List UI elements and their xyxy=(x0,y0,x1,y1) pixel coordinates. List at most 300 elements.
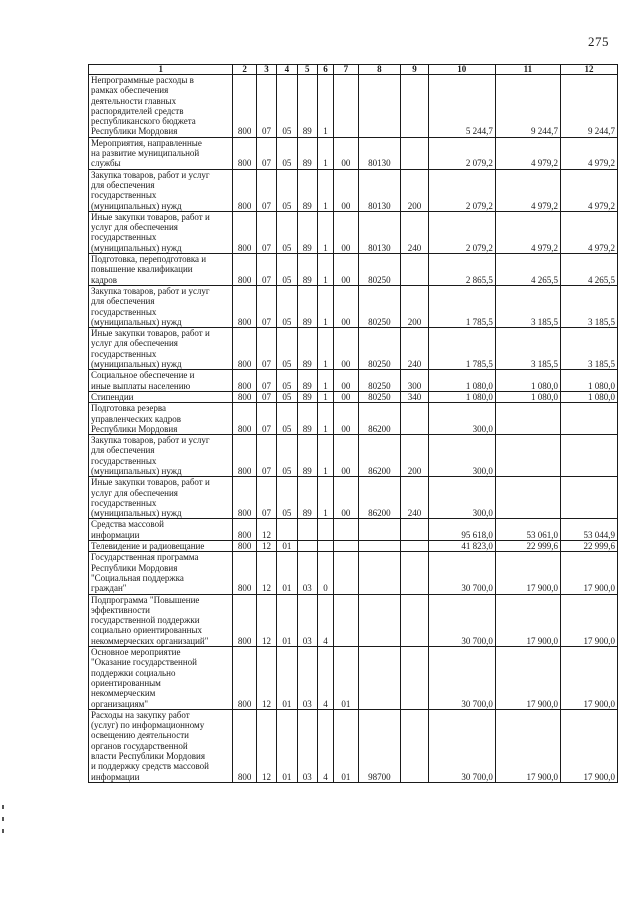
cell-col-6: 4 xyxy=(317,709,333,782)
row-name-line: (муниципальных) нужд xyxy=(91,465,182,476)
budget-table xyxy=(88,64,618,783)
cell-col-3: 07 xyxy=(256,211,276,253)
cell-col-3: 07 xyxy=(256,403,276,435)
row-name-line: услуг для обеспечения xyxy=(91,338,178,349)
cell-col-7: 00 xyxy=(334,169,358,211)
row-name-line: иные выплаты населению xyxy=(91,380,191,391)
cell-col-6: 0 xyxy=(317,552,333,594)
cell-col-8: 98700 xyxy=(358,709,401,782)
row-name-line: Подпрограмма "Повышение xyxy=(91,594,200,605)
row-name-line: государственной поддержки xyxy=(91,615,200,626)
cell-col-8: 80130 xyxy=(358,211,401,253)
cell-col-3: 07 xyxy=(256,137,276,169)
cell-col-12: 17 900,0 xyxy=(560,552,617,594)
table-row xyxy=(89,552,618,594)
cell-col-7 xyxy=(334,541,358,552)
cell-col-7: 00 xyxy=(334,254,358,286)
cell-col-10: 30 700,0 xyxy=(428,647,495,710)
row-name-line: информации xyxy=(91,771,140,782)
row-name-cell xyxy=(89,403,233,435)
cell-col-9 xyxy=(401,552,428,594)
cell-col-10: 300,0 xyxy=(428,435,495,477)
cell-col-3: 12 xyxy=(256,647,276,710)
column-header-8: 8 xyxy=(358,65,401,75)
cell-col-11: 3 185,5 xyxy=(495,328,560,370)
row-name-line: "Оказание государственной xyxy=(91,657,197,668)
cell-col-9: 300 xyxy=(401,370,428,392)
cell-col-5: 03 xyxy=(297,647,317,710)
cell-col-9: 240 xyxy=(401,211,428,253)
row-name-line: поддержки социально xyxy=(91,667,176,678)
cell-col-9: 340 xyxy=(401,391,428,402)
cell-col-2: 800 xyxy=(233,435,256,477)
row-name-line: Закупка товаров, работ и услуг xyxy=(91,285,210,296)
cell-col-4: 05 xyxy=(277,285,297,327)
row-name-line: Республики Мордовия xyxy=(91,423,178,434)
column-header-11: 11 xyxy=(495,65,560,75)
row-name-cell xyxy=(89,552,233,594)
cell-col-8: 80130 xyxy=(358,137,401,169)
margin-mark xyxy=(2,829,4,833)
column-header-9: 9 xyxy=(401,65,428,75)
table-row xyxy=(89,391,618,402)
row-name-line: распорядителей средств xyxy=(91,105,184,116)
row-name-line: государственных xyxy=(91,497,157,508)
cell-col-9: 240 xyxy=(401,328,428,370)
row-name-line: эффективности xyxy=(91,604,150,615)
cell-col-3: 12 xyxy=(256,709,276,782)
row-name-line: информации xyxy=(91,529,140,540)
cell-col-8 xyxy=(358,541,401,552)
cell-col-2: 800 xyxy=(233,552,256,594)
row-name-cell xyxy=(89,328,233,370)
row-name-line: услуг для обеспечения xyxy=(91,487,178,498)
row-name-line: Иные закупки товаров, работ и xyxy=(91,211,210,222)
table-row xyxy=(89,75,618,138)
cell-col-6: 4 xyxy=(317,594,333,646)
cell-col-8 xyxy=(358,552,401,594)
cell-col-4: 05 xyxy=(277,370,297,392)
table-row xyxy=(89,169,618,211)
cell-col-5: 89 xyxy=(297,403,317,435)
cell-col-8: 80250 xyxy=(358,328,401,370)
cell-col-9 xyxy=(401,594,428,646)
cell-col-3: 07 xyxy=(256,328,276,370)
cell-col-3: 12 xyxy=(256,541,276,552)
cell-col-9 xyxy=(401,254,428,286)
cell-col-9 xyxy=(401,541,428,552)
cell-col-8: 86200 xyxy=(358,477,401,519)
cell-col-8: 80250 xyxy=(358,391,401,402)
cell-col-9: 200 xyxy=(401,285,428,327)
cell-col-10: 300,0 xyxy=(428,477,495,519)
row-name-line: (муниципальных) нужд xyxy=(91,508,182,519)
cell-col-3: 07 xyxy=(256,169,276,211)
column-header-1: 1 xyxy=(89,65,233,75)
cell-col-4: 05 xyxy=(277,75,297,138)
cell-col-12: 3 185,5 xyxy=(560,328,617,370)
cell-col-3: 12 xyxy=(256,594,276,646)
cell-col-6: 1 xyxy=(317,137,333,169)
cell-col-7 xyxy=(334,594,358,646)
cell-col-7: 01 xyxy=(334,709,358,782)
cell-col-7 xyxy=(334,552,358,594)
column-header-4: 4 xyxy=(277,65,297,75)
table-row xyxy=(89,594,618,646)
cell-col-11 xyxy=(495,403,560,435)
row-name-line: для обеспечения xyxy=(91,296,155,307)
row-name-line: Республики Мордовия xyxy=(91,562,178,573)
cell-col-9: 240 xyxy=(401,477,428,519)
cell-col-8: 86200 xyxy=(358,435,401,477)
cell-col-6: 1 xyxy=(317,328,333,370)
column-header-12: 12 xyxy=(560,65,617,75)
cell-col-3: 07 xyxy=(256,391,276,402)
cell-col-4: 05 xyxy=(277,391,297,402)
cell-col-11: 4 979,2 xyxy=(495,169,560,211)
row-name-line: граждан" xyxy=(91,583,127,594)
table-row xyxy=(89,254,618,286)
row-name-line: и поддержку средств массовой xyxy=(91,761,209,772)
row-name-line: службы xyxy=(91,158,121,169)
cell-col-5: 89 xyxy=(297,285,317,327)
cell-col-8 xyxy=(358,75,401,138)
row-name-line: кадров xyxy=(91,274,118,285)
row-name-cell xyxy=(89,435,233,477)
cell-col-11: 1 080,0 xyxy=(495,370,560,392)
table-row xyxy=(89,435,618,477)
cell-col-2: 800 xyxy=(233,285,256,327)
row-name-cell xyxy=(89,137,233,169)
row-name-line: некоммерческим xyxy=(91,688,156,699)
row-name-cell xyxy=(89,254,233,286)
cell-col-9 xyxy=(401,75,428,138)
cell-col-2: 800 xyxy=(233,328,256,370)
cell-col-11: 22 999,6 xyxy=(495,541,560,552)
row-name-line: государственных xyxy=(91,190,157,201)
cell-col-12: 17 900,0 xyxy=(560,647,617,710)
table-row xyxy=(89,403,618,435)
cell-col-8: 80250 xyxy=(358,285,401,327)
cell-col-4: 05 xyxy=(277,403,297,435)
row-name-cell xyxy=(89,391,233,402)
cell-col-5: 89 xyxy=(297,477,317,519)
cell-col-10: 2 079,2 xyxy=(428,169,495,211)
cell-col-2: 800 xyxy=(233,211,256,253)
cell-col-9 xyxy=(401,647,428,710)
row-name-line: для обеспечения xyxy=(91,445,155,456)
cell-col-11: 1 080,0 xyxy=(495,391,560,402)
row-name-line: Закупка товаров, работ и услуг xyxy=(91,169,210,180)
row-name-line: (муниципальных) нужд xyxy=(91,359,182,370)
cell-col-10: 2 079,2 xyxy=(428,211,495,253)
cell-col-10: 30 700,0 xyxy=(428,594,495,646)
cell-col-10: 30 700,0 xyxy=(428,552,495,594)
cell-col-9: 200 xyxy=(401,169,428,211)
cell-col-4: 01 xyxy=(277,541,297,552)
cell-col-2: 800 xyxy=(233,370,256,392)
cell-col-11: 4 265,5 xyxy=(495,254,560,286)
cell-col-2: 800 xyxy=(233,75,256,138)
cell-col-11 xyxy=(495,477,560,519)
row-name-cell xyxy=(89,75,233,138)
cell-col-5: 89 xyxy=(297,254,317,286)
row-name-line: Подготовка, переподготовка и xyxy=(91,254,207,265)
cell-col-2: 800 xyxy=(233,169,256,211)
cell-col-11: 9 244,7 xyxy=(495,75,560,138)
cell-col-4: 05 xyxy=(277,211,297,253)
row-name-line: некоммерческих организаций" xyxy=(91,635,209,646)
column-header-2: 2 xyxy=(233,65,256,75)
row-name-line: Телевидение и радиовещание xyxy=(91,541,205,552)
cell-col-10: 2 865,5 xyxy=(428,254,495,286)
cell-col-6: 1 xyxy=(317,254,333,286)
cell-col-12: 17 900,0 xyxy=(560,594,617,646)
row-name-cell xyxy=(89,370,233,392)
row-name-line: Государственная программа xyxy=(91,552,199,563)
cell-col-3: 07 xyxy=(256,477,276,519)
column-header-6: 6 xyxy=(317,65,333,75)
table-row xyxy=(89,285,618,327)
cell-col-10: 1 785,5 xyxy=(428,328,495,370)
column-header-10: 10 xyxy=(428,65,495,75)
cell-col-11: 4 979,2 xyxy=(495,137,560,169)
cell-col-10: 5 244,7 xyxy=(428,75,495,138)
row-name-line: власти Республики Мордовия xyxy=(91,751,205,761)
column-header-5: 5 xyxy=(297,65,317,75)
cell-col-8 xyxy=(358,594,401,646)
cell-col-6: 1 xyxy=(317,370,333,392)
cell-col-9: 200 xyxy=(401,435,428,477)
cell-col-8 xyxy=(358,519,401,541)
row-name-line: "Социальная поддержка xyxy=(91,572,184,583)
table-row xyxy=(89,477,618,519)
column-header-3: 3 xyxy=(256,65,276,75)
cell-col-9 xyxy=(401,519,428,541)
row-name-cell xyxy=(89,169,233,211)
row-name-line: повышение квалификации xyxy=(91,264,193,275)
cell-col-10: 41 823,0 xyxy=(428,541,495,552)
cell-col-2: 800 xyxy=(233,477,256,519)
cell-col-7: 00 xyxy=(334,285,358,327)
cell-col-10: 1 080,0 xyxy=(428,391,495,402)
cell-col-4: 01 xyxy=(277,552,297,594)
cell-col-7: 00 xyxy=(334,370,358,392)
cell-col-3: 07 xyxy=(256,435,276,477)
row-name-line: Социальное обеспечение и xyxy=(91,370,195,381)
row-name-line: ориентированным xyxy=(91,677,161,688)
cell-col-5: 03 xyxy=(297,552,317,594)
page-number: 275 xyxy=(588,34,609,49)
table-row xyxy=(89,328,618,370)
cell-col-7: 00 xyxy=(334,403,358,435)
row-name-line: Непрограммные расходы в xyxy=(91,75,194,85)
cell-col-2: 800 xyxy=(233,519,256,541)
row-name-line: организациям" xyxy=(91,698,149,709)
cell-col-3: 07 xyxy=(256,370,276,392)
cell-col-2: 800 xyxy=(233,137,256,169)
row-name-line: (муниципальных) нужд xyxy=(91,316,182,327)
table-row xyxy=(89,370,618,392)
cell-col-4: 05 xyxy=(277,169,297,211)
row-name-line: государственных xyxy=(91,455,157,466)
cell-col-12: 22 999,6 xyxy=(560,541,617,552)
cell-col-12 xyxy=(560,403,617,435)
cell-col-10: 300,0 xyxy=(428,403,495,435)
cell-col-3: 12 xyxy=(256,519,276,541)
cell-col-3: 07 xyxy=(256,285,276,327)
row-name-line: (муниципальных) нужд xyxy=(91,200,182,211)
cell-col-7 xyxy=(334,519,358,541)
cell-col-12: 4 979,2 xyxy=(560,211,617,253)
cell-col-4: 05 xyxy=(277,137,297,169)
cell-col-7: 00 xyxy=(334,328,358,370)
cell-col-2: 800 xyxy=(233,254,256,286)
margin-mark xyxy=(2,817,4,821)
row-name-line: освещению деятельности xyxy=(91,730,189,741)
cell-col-2: 800 xyxy=(233,541,256,552)
cell-col-5: 89 xyxy=(297,75,317,138)
row-name-line: Иные закупки товаров, работ и xyxy=(91,328,210,339)
cell-col-5: 89 xyxy=(297,169,317,211)
table-row xyxy=(89,211,618,253)
cell-col-6: 1 xyxy=(317,75,333,138)
cell-col-10: 1 785,5 xyxy=(428,285,495,327)
cell-col-7: 00 xyxy=(334,211,358,253)
cell-col-6 xyxy=(317,519,333,541)
cell-col-12: 4 979,2 xyxy=(560,169,617,211)
cell-col-6: 1 xyxy=(317,477,333,519)
cell-col-12: 1 080,0 xyxy=(560,370,617,392)
row-name-line: на развитие муниципальной xyxy=(91,148,200,159)
row-name-line: услуг для обеспечения xyxy=(91,222,178,233)
row-name-cell xyxy=(89,647,233,710)
row-name-line: Республики Мордовия xyxy=(91,126,178,137)
cell-col-3: 07 xyxy=(256,254,276,286)
cell-col-2: 800 xyxy=(233,647,256,710)
cell-col-5: 89 xyxy=(297,391,317,402)
cell-col-2: 800 xyxy=(233,403,256,435)
row-name-cell xyxy=(89,519,233,541)
cell-col-9 xyxy=(401,709,428,782)
cell-col-12: 4 265,5 xyxy=(560,254,617,286)
row-name-cell xyxy=(89,477,233,519)
row-name-cell xyxy=(89,285,233,327)
cell-col-7: 00 xyxy=(334,477,358,519)
cell-col-2: 800 xyxy=(233,391,256,402)
cell-col-5: 89 xyxy=(297,435,317,477)
cell-col-12: 53 044,9 xyxy=(560,519,617,541)
row-name-cell xyxy=(89,594,233,646)
cell-col-11 xyxy=(495,435,560,477)
row-name-line: Средства массовой xyxy=(91,519,164,530)
cell-col-9 xyxy=(401,403,428,435)
row-name-line: Подготовка резерва xyxy=(91,403,166,414)
cell-col-12: 17 900,0 xyxy=(560,709,617,782)
cell-col-12: 3 185,5 xyxy=(560,285,617,327)
cell-col-11: 17 900,0 xyxy=(495,709,560,782)
cell-col-5: 03 xyxy=(297,594,317,646)
row-name-line: государственных xyxy=(91,348,157,359)
row-name-line: Иные закупки товаров, работ и xyxy=(91,477,210,488)
cell-col-10: 30 700,0 xyxy=(428,709,495,782)
table-row xyxy=(89,519,618,541)
cell-col-7: 00 xyxy=(334,137,358,169)
cell-col-9 xyxy=(401,137,428,169)
cell-col-5: 89 xyxy=(297,328,317,370)
cell-col-5: 03 xyxy=(297,709,317,782)
cell-col-11: 4 979,2 xyxy=(495,211,560,253)
row-name-cell xyxy=(89,211,233,253)
cell-col-11: 3 185,5 xyxy=(495,285,560,327)
cell-col-6: 1 xyxy=(317,169,333,211)
cell-col-4 xyxy=(277,519,297,541)
row-name-line: Закупка товаров, работ и услуг xyxy=(91,435,210,446)
cell-col-4: 01 xyxy=(277,594,297,646)
cell-col-5 xyxy=(297,519,317,541)
cell-col-12 xyxy=(560,435,617,477)
cell-col-8: 86200 xyxy=(358,403,401,435)
row-name-line: Мероприятия, направленные xyxy=(91,137,202,148)
row-name-line: государственных xyxy=(91,232,157,243)
table-row xyxy=(89,647,618,710)
cell-col-3: 07 xyxy=(256,75,276,138)
row-name-cell xyxy=(89,709,233,782)
cell-col-6: 1 xyxy=(317,403,333,435)
row-name-line: для обеспечения xyxy=(91,179,155,190)
cell-col-4: 05 xyxy=(277,254,297,286)
cell-col-4: 05 xyxy=(277,328,297,370)
cell-col-2: 800 xyxy=(233,709,256,782)
table-row xyxy=(89,137,618,169)
cell-col-5: 89 xyxy=(297,137,317,169)
cell-col-8 xyxy=(358,647,401,710)
cell-col-4: 05 xyxy=(277,477,297,519)
cell-col-7: 00 xyxy=(334,435,358,477)
cell-col-12 xyxy=(560,477,617,519)
cell-col-11: 17 900,0 xyxy=(495,552,560,594)
row-name-line: Расходы на закупку работ xyxy=(91,709,190,720)
margin-mark xyxy=(2,805,4,809)
cell-col-5: 89 xyxy=(297,211,317,253)
row-name-line: деятельности главных xyxy=(91,95,177,106)
cell-col-6 xyxy=(317,541,333,552)
table-row xyxy=(89,541,618,552)
row-name-cell xyxy=(89,541,233,552)
cell-col-8: 80250 xyxy=(358,370,401,392)
row-name-line: рамках обеспечения xyxy=(91,85,169,96)
row-name-line: социально ориентированных xyxy=(91,625,203,636)
cell-col-4: 01 xyxy=(277,647,297,710)
cell-col-10: 1 080,0 xyxy=(428,370,495,392)
cell-col-5 xyxy=(297,541,317,552)
cell-col-10: 95 618,0 xyxy=(428,519,495,541)
cell-col-2: 800 xyxy=(233,594,256,646)
row-name-line: Стипендии xyxy=(91,391,134,402)
row-name-line: (муниципальных) нужд xyxy=(91,242,182,253)
table-row xyxy=(89,709,618,782)
row-name-line: государственных xyxy=(91,306,157,317)
cell-col-12: 4 979,2 xyxy=(560,137,617,169)
column-header-7: 7 xyxy=(334,65,358,75)
cell-col-4: 05 xyxy=(277,435,297,477)
cell-col-6: 1 xyxy=(317,285,333,327)
cell-col-8: 80250 xyxy=(358,254,401,286)
cell-col-6: 1 xyxy=(317,435,333,477)
cell-col-11: 53 061,0 xyxy=(495,519,560,541)
cell-col-6: 1 xyxy=(317,211,333,253)
cell-col-3: 12 xyxy=(256,552,276,594)
